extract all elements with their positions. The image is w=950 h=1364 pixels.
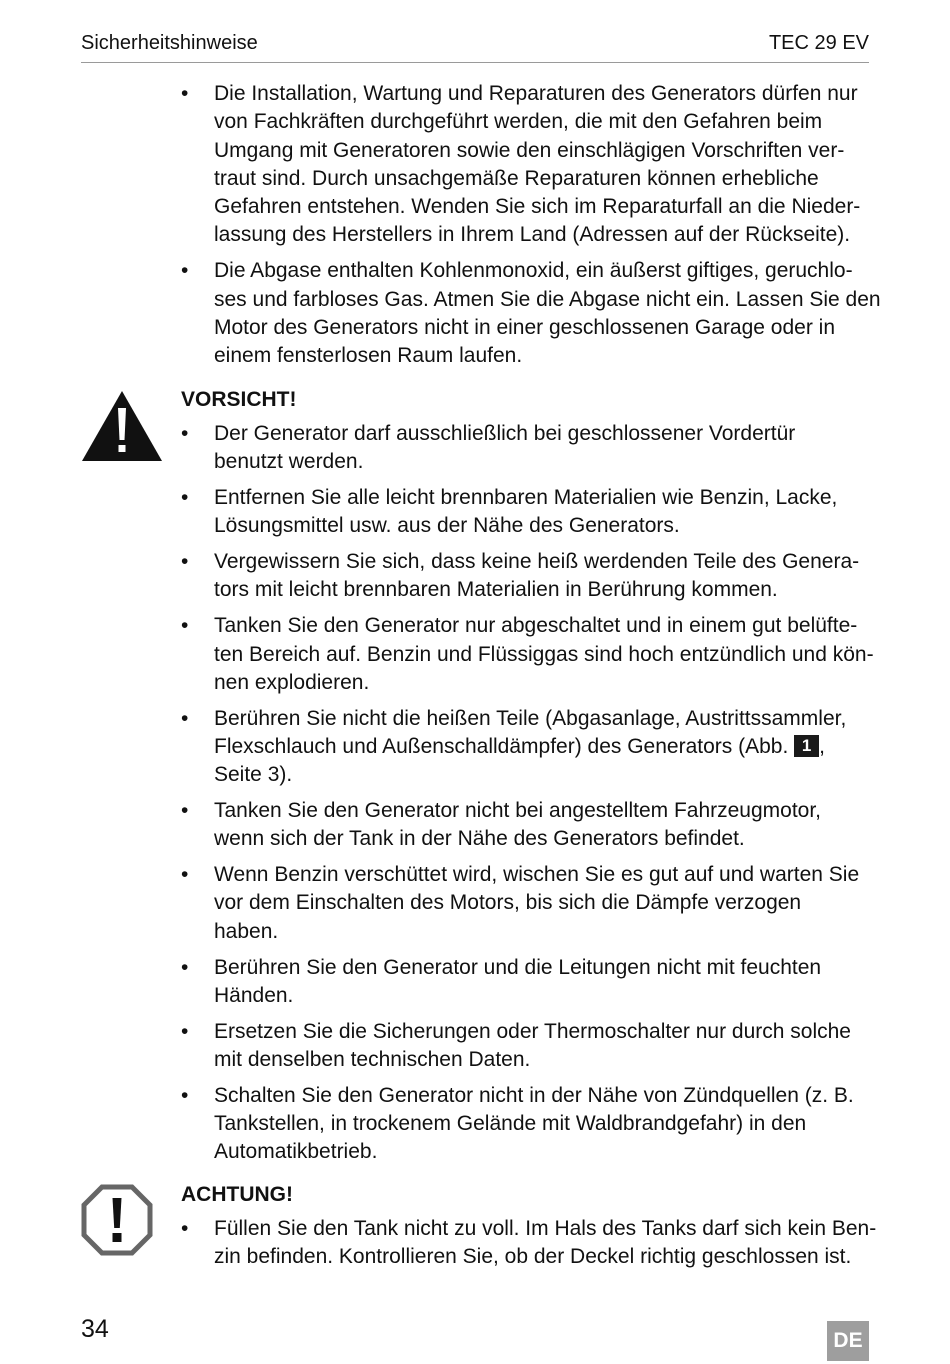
page-number: 34 xyxy=(81,1315,109,1343)
text-line: traut sind. Durch unsachgemäße Reparaturen können erhebliche xyxy=(214,166,819,190)
bullet-glyph: • xyxy=(181,955,189,979)
bullet-glyph: • xyxy=(181,1019,189,1043)
list-item xyxy=(181,797,871,854)
bullet-glyph: • xyxy=(181,706,189,730)
text-line: ses und farbloses Gas. Atmen Sie die Abgase nicht ein. Lassen Sie den xyxy=(214,287,881,311)
bullet-glyph: • xyxy=(181,486,189,510)
text-line: Die Installation, Wartung und Reparaturen des Generators dürfen nur xyxy=(214,82,858,105)
text-line: Füllen Sie den Tank nicht zu voll. Im Hals des Tanks darf sich kein Ben- xyxy=(214,1217,877,1240)
warning-triangle-icon xyxy=(81,390,163,467)
list-item xyxy=(181,612,874,697)
bullet-glyph: • xyxy=(181,1083,189,1107)
text-line: einem fensterlosen Raum laufen. xyxy=(214,344,523,368)
text-line: Tankstellen, in trockenem Gelände mit Waldbrandgefahr) in den xyxy=(214,1112,807,1136)
text-line: Die Abgase enthalten Kohlenmonoxid, ein äußerst giftiges, geruchlo- xyxy=(214,259,853,283)
intro-section xyxy=(181,80,881,378)
list-item xyxy=(181,420,871,477)
list-item xyxy=(181,1082,871,1167)
model-name: TEC 29 EV xyxy=(768,32,869,54)
text-segment: Flexschlauch und Außenschalldämpfer) des Generators (Abb. xyxy=(214,734,795,758)
text-line: lassung des Herstellers in Ihrem Land (Adressen auf der Rückseite). xyxy=(214,223,851,247)
text-line: zin befinden. Kontrollieren Sie, ob der Deckel richtig geschlossen ist. xyxy=(214,1245,852,1269)
text-line: Lösungsmittel usw. aus der Nähe des Generators. xyxy=(214,514,680,538)
bullet-glyph: • xyxy=(181,550,189,574)
intro-bullet-list xyxy=(181,80,881,370)
vorsicht-section xyxy=(181,386,874,1174)
bullet-glyph: • xyxy=(181,259,189,283)
list-item xyxy=(181,80,871,250)
achtung-heading: ACHTUNG! xyxy=(181,1183,293,1206)
bullet-glyph: • xyxy=(181,614,189,638)
text-line: ten Bereich auf. Benzin und Flüssiggas sind hoch entzündlich und kön- xyxy=(214,642,874,666)
text-line: Der Generator darf ausschließlich bei geschlossener Vordertür xyxy=(214,422,796,445)
section-title: Sicherheitshinweise xyxy=(81,32,258,54)
text-line: Händen. xyxy=(214,983,294,1007)
text-line: von Fachkräften durchgeführt werden, die mit den Gefahren beim xyxy=(214,110,823,134)
bullet-glyph: • xyxy=(181,422,189,445)
text-line xyxy=(214,733,871,761)
page-header xyxy=(81,30,869,63)
text-line: Vergewissern Sie sich, dass keine heiß werdenden Teile des Genera- xyxy=(214,550,860,574)
bullet-glyph: • xyxy=(181,863,189,887)
list-item xyxy=(181,954,871,1011)
text-line: benutzt werden. xyxy=(214,450,364,474)
bullet-glyph: • xyxy=(181,799,189,823)
achtung-bullet-list xyxy=(181,1215,877,1272)
text-line: Wenn Benzin verschüttet wird, wischen Sie es gut auf und warten Sie xyxy=(214,863,860,887)
text-line: Tanken Sie den Generator nur abgeschaltet und in einem gut belüfte- xyxy=(214,614,858,638)
list-item xyxy=(181,705,871,790)
bullet-glyph: • xyxy=(181,1217,189,1240)
list-item xyxy=(181,257,881,370)
text-line: Entfernen Sie alle leicht brennbaren Materialien wie Benzin, Lacke, xyxy=(214,486,838,510)
text-line: Umgang mit Generatoren sowie den einschlägigen Vorschriften ver- xyxy=(214,138,845,162)
list-item xyxy=(181,861,871,946)
text-line: Schalten Sie den Generator nicht in der Nähe von Zündquellen (z. B. xyxy=(214,1083,854,1107)
vorsicht-heading: VORSICHT! xyxy=(181,388,297,411)
text-line: Ersetzen Sie die Sicherungen oder Thermoschalter nur durch solche xyxy=(214,1019,851,1043)
text-line: Berühren Sie nicht die heißen Teile (Abgasanlage, Austrittssammler, xyxy=(214,706,847,730)
text-line: tors mit leicht brennbaren Materialien in Berührung kommen. xyxy=(214,578,778,602)
language-badge: DE xyxy=(827,1321,869,1361)
text-line: nen explodieren. xyxy=(214,670,370,694)
bullet-glyph: • xyxy=(181,82,189,105)
list-item xyxy=(181,548,871,605)
attention-octagon-icon xyxy=(81,1184,153,1261)
list-item xyxy=(181,1215,877,1272)
text-segment: , xyxy=(819,734,825,758)
text-line: Tanken Sie den Generator nicht bei angestelltem Fahrzeugmotor, xyxy=(214,799,822,823)
text-line: Berühren Sie den Generator und die Leitungen nicht mit feuchten xyxy=(214,955,822,979)
text-line: vor dem Einschalten des Motors, bis sich die Dämpfe verzogen xyxy=(214,891,802,915)
text-line: Seite 3). xyxy=(214,763,293,787)
achtung-section xyxy=(181,1181,877,1279)
text-line: Automatikbetrieb. xyxy=(214,1140,378,1164)
text-line: wenn sich der Tank in der Nähe des Generators befindet. xyxy=(214,827,745,851)
list-item xyxy=(181,484,871,541)
text-line: Motor des Generators nicht in einer geschlossenen Garage oder in xyxy=(214,315,836,339)
text-line: haben. xyxy=(214,919,279,943)
list-item xyxy=(181,1018,871,1075)
figure-reference-badge: 1 xyxy=(794,735,819,757)
text-line: mit denselben technischen Daten. xyxy=(214,1047,531,1071)
text-line: Gefahren entstehen. Wenden Sie sich im Reparaturfall an die Nieder- xyxy=(214,195,861,219)
vorsicht-bullet-list xyxy=(181,420,874,1167)
